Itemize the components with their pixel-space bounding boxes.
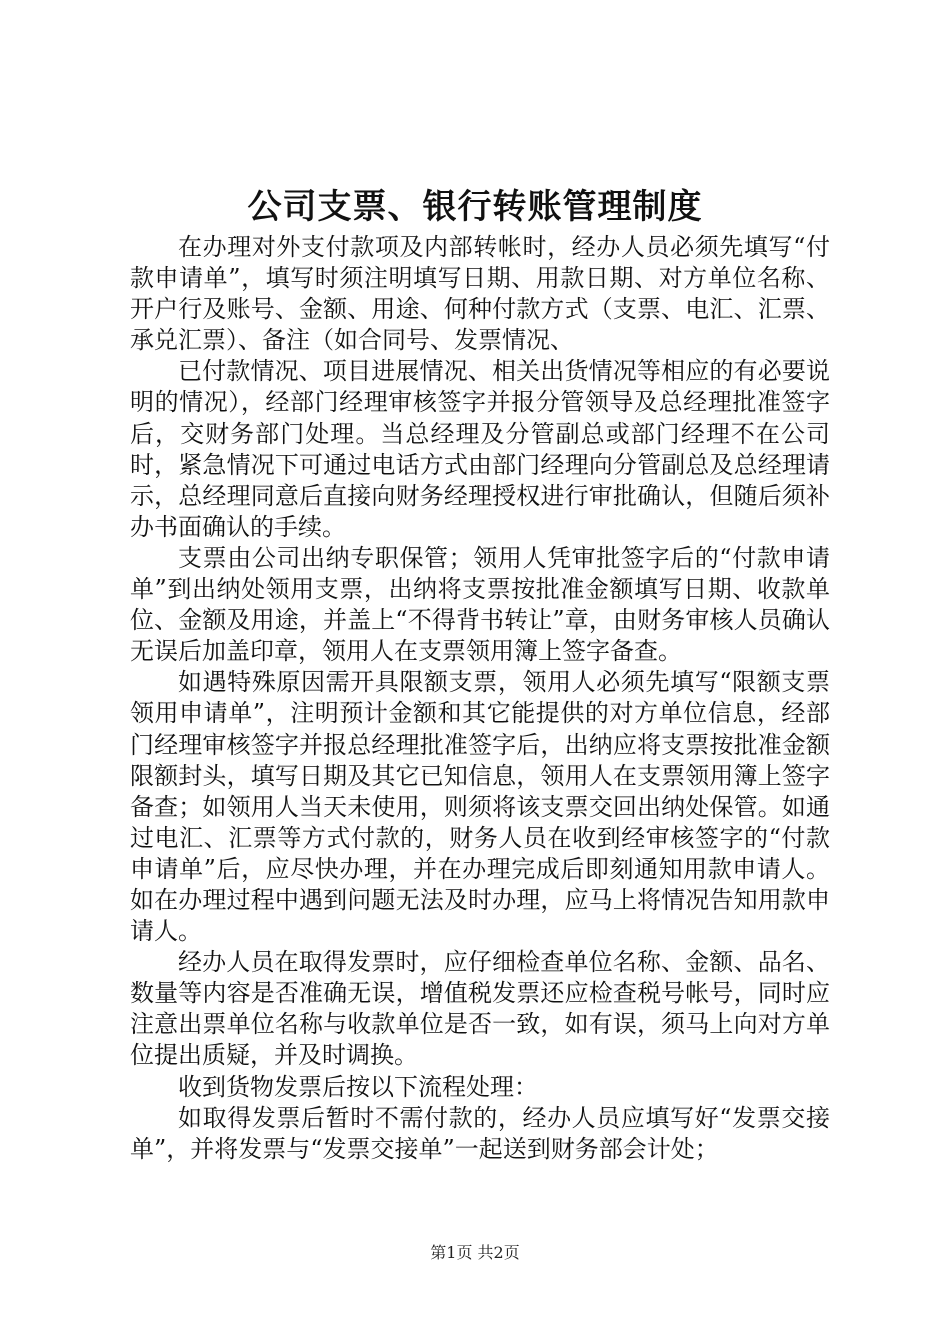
document-body (130, 232, 830, 1165)
paragraph: 在办理对外支付款项及内部转帐时，经办人员必须先填写“付款申请单”，填写时须注明填写日期、用款日期、对方单位名称、开户行及账号、金额、用途、何种付款方式（支票、电汇、汇票、承兑汇票）、备注（如合同号、发票情况、 (130, 233, 830, 355)
document-title: 公司支票、银行转账管理制度 (247, 187, 703, 227)
page-footer: 第1页 共2页 (430, 1243, 520, 1262)
paragraph: 如遇特殊原因需开具限额支票，领用人必须先填写“限额支票领用申请单”，注明预计金额和其它能提供的对方单位信息，经部门经理审核签字并报总经理批准签字后，出纳应将支票按批准金额限额封头，填写日期及其它已知信息，领用人在支票领用簿上签字备查；如领用人当天未使用，则须将该支票交回出纳处保管。如通过电汇、汇票等方式付款的，财务人员在收到经审核签字的“付款申请单”后，应尽快办理，并在办理完成后即刻通知用款申请人。如在办理过程中遇到问题无法及时办理，应马上将情况告知用款申请人。 (130, 668, 830, 946)
paragraph: 经办人员在取得发票时，应仔细检查单位名称、金额、品名、数量等内容是否准确无误，增值税发票还应检查税号帐号，同时应注意出票单位名称与收款单位是否一致，如有误，须马上向对方单位提出质疑，并及时调换。 (130, 948, 830, 1070)
paragraph: 已付款情况、项目进展情况、相关出货情况等相应的有必要说明的情况），经部门经理审核签字并报分管领导及总经理批准签字后，交财务部门处理。当总经理及分管副总或部门经理不在公司时，紧急情况下可通过电话方式由部门经理向分管副总及总经理请示，总经理同意后直接向财务经理授权进行审批确认，但随后须补办书面确认的手续。 (130, 357, 830, 541)
paragraph: 收到货物发票后按以下流程处理： (178, 1072, 538, 1101)
paragraph: 如取得发票后暂时不需付款的，经办人员应填写好“发票交接单”，并将发票与“发票交接单”一起送到财务部会计处； (130, 1103, 830, 1163)
paragraph: 支票由公司出纳专职保管；领用人凭审批签字后的“付款申请单”到出纳处领用支票，出纳将支票按批准金额填写日期、收款单位、金额及用途，并盖上“不得背书转让”章，由财务审核人员确认无误后加盖印章，领用人在支票领用簿上签字备查。 (130, 543, 830, 666)
